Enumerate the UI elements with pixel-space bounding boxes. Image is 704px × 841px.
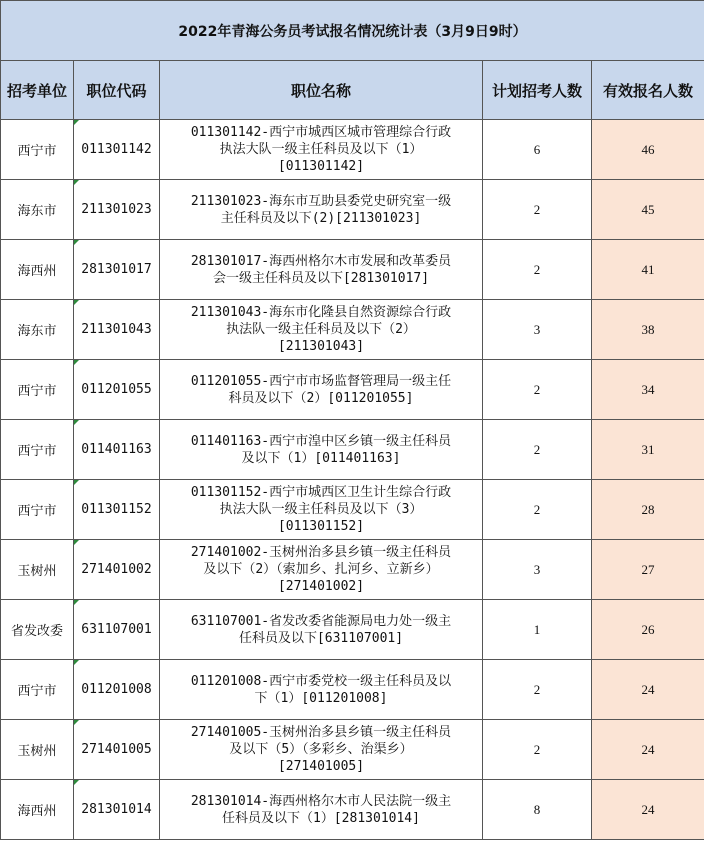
cell-plan: 2 (483, 480, 592, 540)
cell-marker-icon (74, 720, 79, 725)
cell-apply: 41 (592, 240, 704, 300)
cell-name-line: [211301043] (277, 339, 365, 354)
table-row (1, 600, 704, 660)
cell-code-text: 211301023 (81, 202, 152, 217)
cell-apply: 24 (592, 660, 704, 720)
cell-code-text: 011301152 (81, 502, 152, 517)
cell-apply: 24 (592, 780, 704, 840)
header-code: 职位代码 (74, 61, 160, 120)
cell-name-line: 271401002-玉树州治多县乡镇一级主任科员 (190, 545, 452, 560)
cell-name-line: [011301152] (277, 519, 365, 534)
cell-name (160, 360, 483, 420)
cell-name (160, 720, 483, 780)
cell-plan: 3 (483, 300, 592, 360)
cell-apply: 45 (592, 180, 704, 240)
cell-name-line: 科员及以下（2）[011201055] (228, 390, 414, 406)
cell-name (160, 600, 483, 660)
cell-name-line: 下（1）[011201008] (254, 690, 388, 706)
cell-code-text: 281301017 (81, 262, 152, 277)
cell-marker-icon (74, 300, 79, 305)
cell-marker-icon (74, 360, 79, 365)
cell-code (74, 180, 160, 240)
cell-name (160, 480, 483, 540)
cell-unit: 西宁市 (1, 360, 74, 420)
cell-marker-icon (74, 120, 79, 125)
cell-name-line: 011301152-西宁市城西区卫生计生综合行政 (190, 485, 452, 500)
cell-unit: 玉树州 (1, 540, 74, 600)
cell-marker-icon (74, 600, 79, 605)
header-plan: 计划招考人数 (483, 61, 592, 120)
cell-name-line: 及以下（2）（索加乡、扎河乡、立新乡） (203, 562, 439, 577)
cell-marker-icon (74, 780, 79, 785)
title-row (1, 1, 704, 61)
cell-unit: 海西州 (1, 240, 74, 300)
cell-marker-icon (74, 540, 79, 545)
cell-marker-icon (74, 240, 79, 245)
cell-name-line: 271401005-玉树州治多县乡镇一级主任科员 (190, 725, 452, 740)
cell-name (160, 420, 483, 480)
cell-code (74, 240, 160, 300)
cell-name-line: 011201008-西宁市委党校一级主任科员及以 (190, 673, 452, 689)
cell-apply: 24 (592, 720, 704, 780)
cell-name-line: [011301142] (277, 159, 365, 174)
cell-plan: 2 (483, 360, 592, 420)
cell-name-line: 211301043-海东市化隆县自然资源综合行政 (190, 305, 452, 320)
cell-name-line: 011401163-西宁市湟中区乡镇一级主任科员 (190, 433, 452, 449)
cell-unit: 海东市 (1, 300, 74, 360)
cell-code (74, 780, 160, 840)
cell-marker-icon (74, 660, 79, 665)
cell-code (74, 300, 160, 360)
cell-code (74, 420, 160, 480)
cell-code (74, 120, 160, 180)
cell-apply: 27 (592, 540, 704, 600)
cell-name (160, 120, 483, 180)
cell-name-line: 任科员及以下（1）[281301014] (222, 810, 420, 826)
cell-unit: 玉树州 (1, 720, 74, 780)
cell-apply: 28 (592, 480, 704, 540)
table-body (1, 120, 704, 840)
cell-name-line: [271401002] (277, 579, 365, 594)
cell-plan: 1 (483, 600, 592, 660)
cell-name (160, 300, 483, 360)
cell-unit: 海东市 (1, 180, 74, 240)
cell-name (160, 780, 483, 840)
table-row (1, 540, 704, 600)
cell-unit: 西宁市 (1, 420, 74, 480)
cell-code-text: 271401002 (81, 562, 152, 577)
cell-code (74, 360, 160, 420)
cell-code (74, 540, 160, 600)
cell-plan: 8 (483, 780, 592, 840)
table-row (1, 420, 704, 480)
table-row (1, 120, 704, 180)
cell-code-text: 011401163 (81, 442, 152, 457)
header-row (1, 61, 704, 120)
cell-plan: 2 (483, 420, 592, 480)
cell-code (74, 660, 160, 720)
header-unit: 招考单位 (1, 61, 74, 120)
cell-marker-icon (74, 180, 79, 185)
table-row (1, 180, 704, 240)
cell-code (74, 720, 160, 780)
cell-code-text: 211301043 (81, 322, 152, 337)
cell-code-text: 011201055 (81, 382, 152, 397)
cell-unit: 西宁市 (1, 660, 74, 720)
cell-apply: 38 (592, 300, 704, 360)
table-row (1, 480, 704, 540)
cell-name-line: 281301014-海西州格尔木市人民法院一级主 (190, 793, 452, 809)
cell-plan: 2 (483, 240, 592, 300)
cell-code-text: 271401005 (81, 742, 152, 757)
cell-code-text: 011201008 (81, 682, 152, 697)
cell-apply: 46 (592, 120, 704, 180)
cell-code (74, 600, 160, 660)
header-apply: 有效报名人数 (592, 61, 704, 120)
cell-unit: 省发改委 (1, 600, 74, 660)
cell-plan: 2 (483, 180, 592, 240)
cell-name (160, 180, 483, 240)
cell-plan: 2 (483, 660, 592, 720)
cell-apply: 34 (592, 360, 704, 420)
cell-name (160, 660, 483, 720)
cell-name-line: 211301023-海东市互助县委党史研究室一级 (190, 193, 452, 209)
cell-unit: 海西州 (1, 780, 74, 840)
cell-name-line: 及以下（1）[011401163] (241, 450, 401, 466)
cell-plan: 3 (483, 540, 592, 600)
cell-name-line: 执法大队一级主任科员及以下（1） (219, 142, 423, 157)
cell-name-line: 011301142-西宁市城西区城市管理综合行政 (190, 125, 452, 140)
cell-name (160, 540, 483, 600)
cell-code-text: 631107001 (81, 622, 152, 637)
cell-plan: 2 (483, 720, 592, 780)
cell-name-line: 631107001-省发改委省能源局电力处一级主 (190, 613, 452, 629)
table-row (1, 360, 704, 420)
table-row (1, 660, 704, 720)
cell-apply: 26 (592, 600, 704, 660)
cell-code (74, 480, 160, 540)
table-row (1, 780, 704, 840)
cell-marker-icon (74, 480, 79, 485)
cell-unit: 西宁市 (1, 480, 74, 540)
cell-name-line: [271401005] (277, 759, 365, 774)
cell-marker-icon (74, 420, 79, 425)
table-row (1, 720, 704, 780)
cell-name-line: 281301017-海西州格尔木市发展和改革委员 (190, 253, 452, 269)
table-title: 2022年青海公务员考试报名情况统计表（3月9日9时） (1, 1, 704, 61)
cell-name-line: 执法队一级主任科员及以下（2） (226, 322, 416, 337)
cell-name-line: 任科员及以下[631107001] (238, 630, 404, 646)
table-row (1, 240, 704, 300)
cell-name-line: 会一级主任科员及以下[281301017] (212, 270, 430, 286)
header-name: 职位名称 (160, 61, 483, 120)
cell-name-line: 及以下（5）（多彩乡、治渠乡） (229, 742, 413, 757)
cell-code-text: 281301014 (81, 802, 152, 817)
cell-name-line: 主任科员及以下(2)[211301023] (220, 210, 422, 226)
cell-name-line: 011201055-西宁市市场监督管理局一级主任 (190, 373, 452, 389)
table-row (1, 300, 704, 360)
cell-name (160, 240, 483, 300)
cell-unit: 西宁市 (1, 120, 74, 180)
cell-code-text: 011301142 (81, 142, 152, 157)
cell-plan: 6 (483, 120, 592, 180)
cell-name-line: 执法大队一级主任科员及以下（3） (219, 502, 423, 517)
cell-apply: 31 (592, 420, 704, 480)
